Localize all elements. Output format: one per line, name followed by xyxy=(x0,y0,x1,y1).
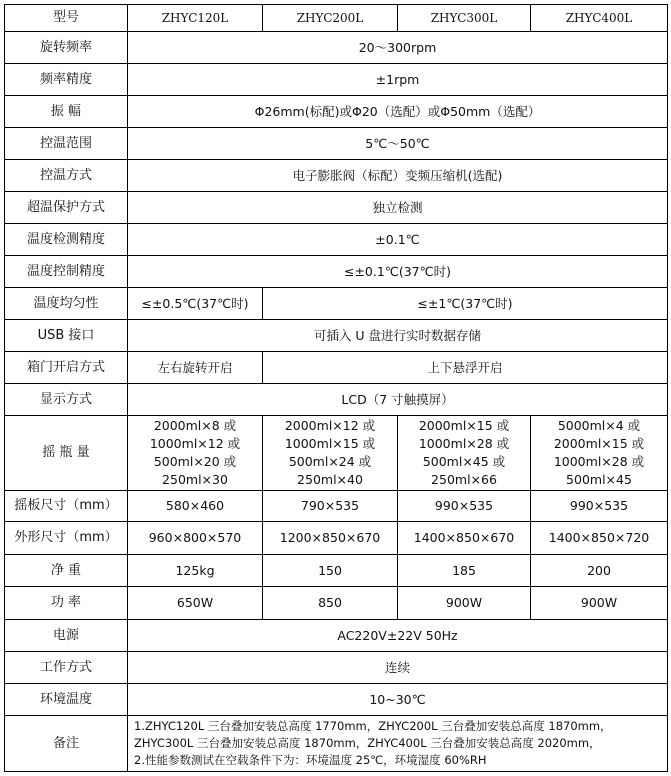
flasks-line: 1000ml×28 或 xyxy=(553,454,645,469)
board-value-4: 990×535 xyxy=(531,491,668,522)
row-outer xyxy=(5,522,668,555)
detect-acc-label: 温度检测精度 xyxy=(5,224,128,256)
control-acc-label: 温度控制精度 xyxy=(5,256,128,288)
flasks-line: 2000ml×8 或 xyxy=(153,418,237,433)
detect-acc-value: ±0.1℃ xyxy=(128,224,668,256)
flasks-line: 2000ml×12 或 xyxy=(284,418,376,433)
supply-label: 电源 xyxy=(5,620,128,652)
amplitude-label: 振 幅 xyxy=(5,96,128,128)
note-line: 1.ZHYC120L 三台叠加安装总高度 1770mm，ZHYC200L 三台叠加安装总高度 1870mm， xyxy=(134,719,612,733)
row-speed xyxy=(5,32,668,64)
ambient-label: 环境温度 xyxy=(5,684,128,716)
flasks-label: 摇 瓶 量 xyxy=(5,416,128,491)
uniformity-label: 温度均匀性 xyxy=(5,288,128,320)
weight-value-3: 185 xyxy=(398,555,531,587)
control-acc-value: ≤±0.1℃(37℃时) xyxy=(128,256,668,288)
outer-value-3: 1400×850×670 xyxy=(398,522,531,555)
header-label: 型号 xyxy=(5,5,128,32)
weight-value-2: 150 xyxy=(263,555,398,587)
row-weight xyxy=(5,555,668,587)
model-2: ZHYC200L xyxy=(263,5,398,32)
row-precision xyxy=(5,64,668,96)
flasks-line: 1000ml×12 或 xyxy=(149,436,241,451)
overheat-label: 超温保护方式 xyxy=(5,192,128,224)
outer-label: 外形尺寸（mm） xyxy=(5,522,128,555)
flasks-line: 500ml×45 xyxy=(566,472,632,487)
power-value-1: 650W xyxy=(128,587,263,620)
speed-value: 20～300rpm xyxy=(128,32,668,64)
note-line: 2.性能参数测试在空载条件下为：环境温度 25℃，环境湿度 60%RH xyxy=(134,753,487,767)
weight-value-1: 125kg xyxy=(128,555,263,587)
row-board xyxy=(5,491,668,522)
precision-value: ±1rpm xyxy=(128,64,668,96)
outer-value-1: 960×800×570 xyxy=(128,522,263,555)
row-work xyxy=(5,652,668,684)
row-temp-range xyxy=(5,128,668,160)
row-notes xyxy=(5,716,668,772)
temp-mode-label: 控温方式 xyxy=(5,160,128,192)
notes-label: 备注 xyxy=(5,716,128,772)
header-row xyxy=(5,5,668,32)
row-door xyxy=(5,352,668,384)
door-label: 箱门开启方式 xyxy=(5,352,128,384)
power-label: 功 率 xyxy=(5,587,128,620)
row-flasks xyxy=(5,416,668,491)
model-1: ZHYC120L xyxy=(128,5,263,32)
weight-label: 净 重 xyxy=(5,555,128,587)
flasks-cell-2 xyxy=(263,416,398,491)
row-overheat xyxy=(5,192,668,224)
flasks-line: 5000ml×4 或 xyxy=(557,418,641,433)
temp-range-value: 5℃～50℃ xyxy=(128,128,668,160)
flasks-line: 2000ml×15 或 xyxy=(418,418,510,433)
note-line: ZHYC300L 三台叠加安装总高度 1870mm，ZHYC400L 三台叠加安装总高度 2020mm， xyxy=(134,736,601,750)
uniformity-value-1: ≤±0.5℃(37℃时) xyxy=(128,288,263,320)
display-value: LCD（7 寸触摸屏） xyxy=(128,384,668,416)
door-value-1: 左右旋转开启 xyxy=(128,352,263,384)
spec-table xyxy=(4,4,668,772)
flasks-line: 500ml×24 或 xyxy=(288,454,372,469)
row-amplitude xyxy=(5,96,668,128)
row-usb xyxy=(5,320,668,352)
flasks-line: 2000ml×15 或 xyxy=(553,436,645,451)
outer-value-2: 1200×850×670 xyxy=(263,522,398,555)
power-value-4: 900W xyxy=(531,587,668,620)
uniformity-value-2: ≤±1℃(37℃时) xyxy=(263,288,668,320)
power-value-2: 850 xyxy=(263,587,398,620)
board-value-2: 790×535 xyxy=(263,491,398,522)
model-4: ZHYC400L xyxy=(531,5,668,32)
speed-label: 旋转频率 xyxy=(5,32,128,64)
flasks-line: 1000ml×15 或 xyxy=(284,436,376,451)
row-ambient xyxy=(5,684,668,716)
usb-label: USB 接口 xyxy=(5,320,128,352)
precision-label: 频率精度 xyxy=(5,64,128,96)
usb-value: 可插入 U 盘进行实时数据存储 xyxy=(128,320,668,352)
work-value: 连续 xyxy=(128,652,668,684)
supply-value: AC220V±22V 50Hz xyxy=(128,620,668,652)
outer-value-4: 1400×850×720 xyxy=(531,522,668,555)
model-3: ZHYC300L xyxy=(398,5,531,32)
flasks-cell-4 xyxy=(531,416,668,491)
flasks-line: 250ml×66 xyxy=(431,472,497,487)
flasks-line: 250ml×40 xyxy=(297,472,363,487)
ambient-value: 10~30℃ xyxy=(128,684,668,716)
flasks-cell-3 xyxy=(398,416,531,491)
flasks-line: 500ml×45 或 xyxy=(422,454,506,469)
overheat-value: 独立检测 xyxy=(128,192,668,224)
power-value-3: 900W xyxy=(398,587,531,620)
flasks-cell-1 xyxy=(128,416,263,491)
row-power xyxy=(5,587,668,620)
weight-value-4: 200 xyxy=(531,555,668,587)
row-display xyxy=(5,384,668,416)
row-detect-acc xyxy=(5,224,668,256)
board-label: 摇板尺寸（mm） xyxy=(5,491,128,522)
flasks-line: 500ml×20 或 xyxy=(153,454,237,469)
temp-range-label: 控温范围 xyxy=(5,128,128,160)
amplitude-value: Φ26mm(标配)或Φ20（选配）或Φ50mm（选配） xyxy=(128,96,668,128)
board-value-3: 990×535 xyxy=(398,491,531,522)
display-label: 显示方式 xyxy=(5,384,128,416)
row-temp-mode xyxy=(5,160,668,192)
row-control-acc xyxy=(5,256,668,288)
flasks-line: 250ml×30 xyxy=(162,472,228,487)
flasks-line: 1000ml×28 或 xyxy=(418,436,510,451)
board-value-1: 580×460 xyxy=(128,491,263,522)
row-uniformity xyxy=(5,288,668,320)
temp-mode-value: 电子膨胀阀（标配）变频压缩机(选配) xyxy=(128,160,668,192)
row-supply xyxy=(5,620,668,652)
work-label: 工作方式 xyxy=(5,652,128,684)
door-value-2: 上下悬浮开启 xyxy=(263,352,668,384)
notes-value xyxy=(128,716,668,772)
